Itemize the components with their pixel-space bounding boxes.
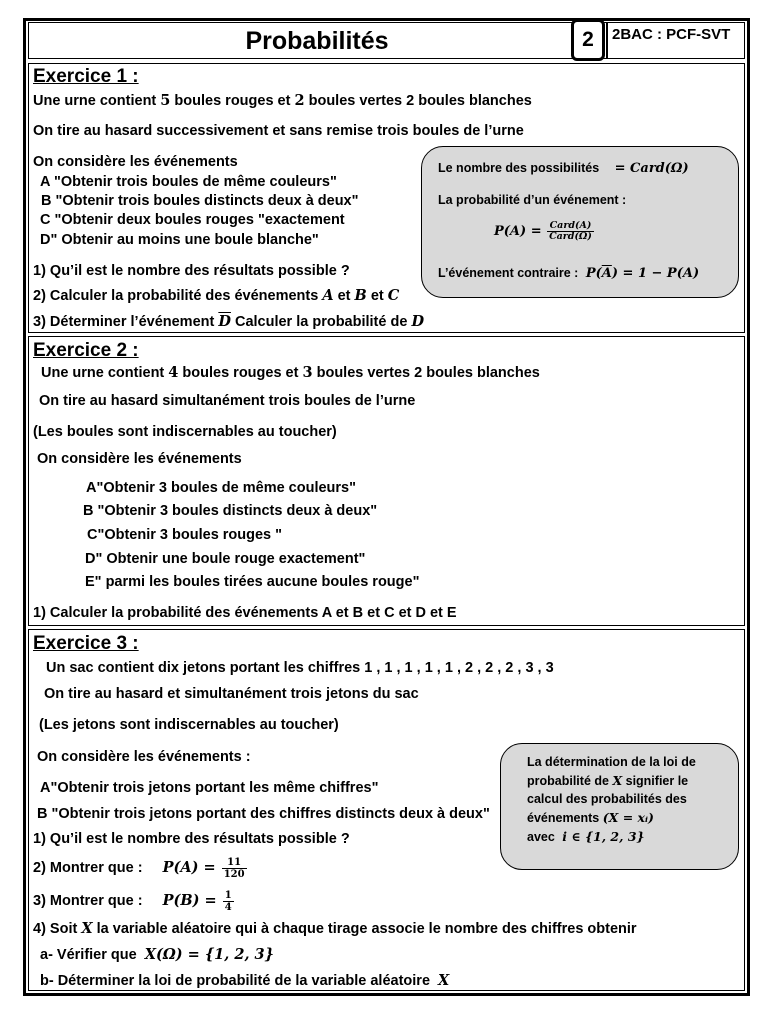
ex1-question-2: 2) Calculer la probabilité des événements A et B et C (33, 287, 400, 304)
ex1-event-a: A "Obtenir trois boules de même couleurs" (40, 174, 337, 190)
ex3-note-line-1: La détermination de la loi de (527, 755, 696, 769)
ex1-note-probability-formula: P(A) = $\frac{\text{Card(A)}}{\text{Card(Ω)}}$ (494, 220, 592, 243)
ex3-question-4a: a- Vérifier que X(Ω) = {1, 2, 3} (40, 946, 274, 963)
ex3-line-2: On tire au hasard et simultanément trois jetons du sac (44, 686, 419, 702)
ex1-note-line-1: Le nombre des possibilités = Card(Ω) (438, 161, 689, 176)
page-title: Probabilités (245, 27, 389, 55)
ex3-event-b: B "Obtenir trois jetons portant des chiffres distincts deux à deux" (37, 806, 490, 822)
ex2-event-d: D" Obtenir une boule rouge exactement" (85, 551, 366, 567)
ex2-question-1: 1) Calculer la probabilité des événements A et B et C et D et E (33, 605, 457, 621)
ex1-line-3: On considère les événements (33, 154, 238, 170)
ex3-question-4b: b- Déterminer la loi de probabilité de la variable aléatoire X (40, 972, 450, 989)
ex1-line-2: On tire au hasard successivement et sans remise trois boules de l’urne (33, 123, 524, 139)
ex2-line-2: On tire au hasard simultanément trois boules de l’urne (39, 393, 416, 409)
header-divider (606, 22, 608, 59)
ex1-question-3: 3) Déterminer l’événement $\overline{D}$ Calculer la probabilité de D (33, 313, 425, 330)
ex1-event-b: B "Obtenir trois boules distincts deux à deux" (41, 193, 359, 209)
ex1-event-d: D" Obtenir au moins une boule blanche" (40, 232, 319, 248)
ex3-line-3: (Les jetons sont indiscernables au toucher) (39, 717, 339, 733)
ex2-event-b: B "Obtenir 3 boules distincts deux à deux" (83, 503, 378, 519)
exercise-3-title: Exercice 3 : (33, 633, 139, 654)
ex3-reminder-note (500, 743, 739, 870)
ex2-event-c: C"Obtenir 3 boules rouges " (87, 527, 283, 543)
ex1-reminder-note (421, 146, 739, 298)
ex3-note-line-4: événements (X = xᵢ) (527, 810, 654, 825)
sheet-number-badge (571, 19, 605, 61)
ex3-note-line-3: calcul des probabilités des (527, 792, 687, 806)
ex3-note-line-5: avec i ∈ {1, 2, 3} (527, 829, 645, 844)
ex1-event-c: C "Obtenir deux boules rouges "exactement (40, 212, 345, 228)
ex3-line-4: On considère les événements : (37, 749, 251, 765)
ex3-question-1: 1) Qu’il est le nombre des résultats possible ? (33, 831, 350, 847)
ex2-event-e: E" parmi les boules tirées aucune boules rouge" (85, 574, 420, 590)
ex1-note-line-2: La probabilité d’un événement : (438, 193, 627, 207)
ex3-line-1: Un sac contient dix jetons portant les chiffres 1 , 1 , 1 , 1 , 1 , 2 , 2 , 2 , 3 , 3 (46, 660, 554, 676)
ex3-note-line-2: probabilité de X signifier le (527, 773, 689, 788)
ex2-line-1: Une urne contient 4 boules rouges et 3 boules vertes 2 boules blanches (41, 364, 540, 381)
ex2-line-4: On considère les événements (37, 451, 242, 467)
sheet-number: 2 (582, 28, 594, 51)
ex2-line-3: (Les boules sont indiscernables au toucher) (33, 424, 337, 440)
ex1-line-1: Une urne contient 5 boules rouges et 2 boules vertes 2 boules blanches (33, 92, 532, 109)
ex3-question-3: 3) Montrer que : P(B) = $\frac{1}{4}$ (33, 889, 232, 913)
ex3-question-4: 4) Soit X la variable aléatoire qui à chaque tirage associe le nombre des chiffres obtenir (33, 920, 637, 937)
ex2-event-a: A"Obtenir 3 boules de même couleurs" (86, 480, 356, 496)
ex3-question-2: 2) Montrer que : P(A) = $\frac{11}{120}$ (33, 856, 245, 880)
ex1-note-complement: L’événement contraire : $P(\overline{A}) = 1 - P(A)$ (438, 266, 700, 281)
level-label: 2BAC : PCF-SVT (612, 26, 731, 43)
ex3-event-a: A"Obtenir trois jetons portant les même chiffres" (40, 780, 379, 796)
ex1-question-1: 1) Qu’il est le nombre des résultats possible ? (33, 263, 350, 279)
exercise-2-title: Exercice 2 : (33, 340, 139, 361)
exercise-1-title: Exercice 1 : (33, 66, 139, 87)
